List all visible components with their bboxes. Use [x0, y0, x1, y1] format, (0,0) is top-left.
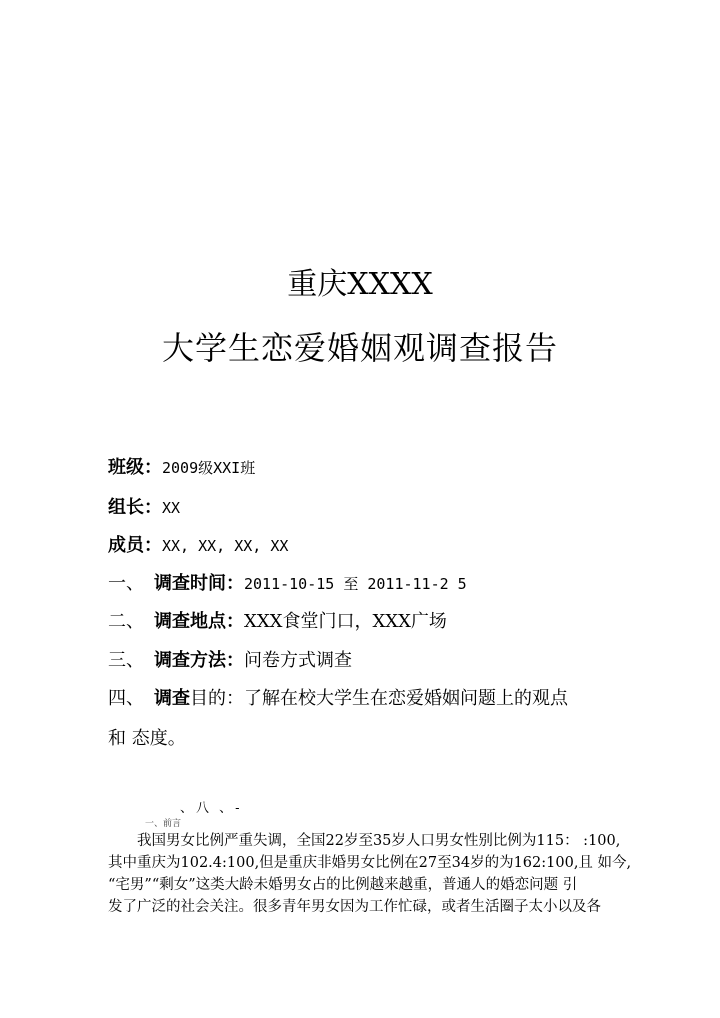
leader-value: XX	[162, 499, 181, 517]
report-title-line1: 重庆XXXX	[287, 267, 433, 302]
preface-heading: 一、前言	[145, 819, 182, 829]
section-purpose	[108, 686, 568, 712]
report-title-line2: 大学生恋爱婚姻观调查报告	[161, 329, 558, 367]
section-method	[108, 648, 352, 674]
section-label: 调查	[154, 688, 190, 709]
section-number: 一、	[108, 573, 144, 594]
members-value: XX, XX, XX, XX	[162, 537, 289, 555]
section-value: XXX食堂门口，XXX广场	[244, 611, 447, 632]
section-number: 三、	[108, 650, 144, 671]
section-number: 四、	[108, 688, 144, 709]
members-label: 成员：	[108, 535, 162, 556]
section-value: 问卷方式调查	[244, 650, 352, 671]
paragraph-line: 我国男女比例严重失调，全国22岁至35岁人口男女性别比例为115： :100,	[108, 833, 621, 849]
section-time	[108, 571, 467, 597]
paragraph-line: 发了广泛的社会关注。很多青年男女因为工作忙碌，或者生活圈子太小以及各	[108, 899, 601, 915]
class-value: 2009级XXI班	[162, 459, 256, 477]
leader-row	[108, 495, 180, 521]
paragraph-line: 其中重庆为102.4:100,但是重庆非婚男女比例在27至34岁的为162:100,且 如今,	[108, 855, 632, 871]
leader-label: 组长：	[108, 497, 162, 518]
section-number: 二、	[108, 611, 144, 632]
paragraph-line: “宅男”“剩女”这类大龄未婚男女占的比例越来越重，普通人的婚恋问题 引	[108, 877, 578, 893]
class-label: 班级：	[108, 457, 162, 478]
class-row	[108, 455, 255, 481]
members-row	[108, 533, 288, 559]
section-label: 调查地点：	[154, 611, 244, 632]
section-value: 了解在校大学生在恋爱婚姻问题上的观点	[244, 688, 568, 709]
section-value: 2011-10-15 至 2011-11-2 5	[244, 575, 467, 593]
section-place	[108, 609, 447, 635]
section-label: 调查方法：	[154, 650, 244, 671]
heading-marks: 、八 、-	[180, 801, 243, 816]
section-label-rest: 目的：	[190, 688, 244, 709]
section-label: 调查时间：	[154, 573, 244, 594]
section-purpose-continued: 和 态度。	[108, 728, 186, 749]
